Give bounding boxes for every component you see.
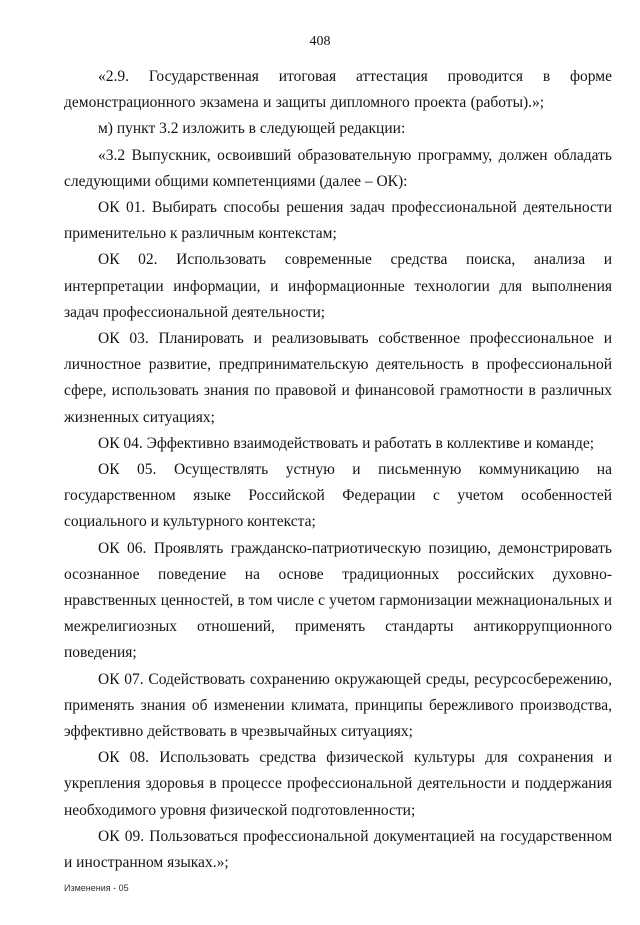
paragraph-ok-03: ОК 03. Планировать и реализовывать собственное профессиональное и личностное развитие, предпринимательскую деятельность в профессиональной сфере, использовать знания по правовой и финансовой грамотности в различных жизненных ситуациях; bbox=[64, 330, 612, 426]
document-body bbox=[64, 64, 612, 876]
footer-revision-note: Изменения - 05 bbox=[64, 883, 129, 893]
paragraph-ok-04: ОК 04. Эффективно взаимодействовать и работать в коллективе и команде; bbox=[98, 434, 595, 452]
paragraph-ok-06: ОК 06. Проявлять гражданско-патриотическую позицию, демонстрировать осознанное поведение на основе традиционных российских духовно-нравственных ценностей, в том числе с учетом гармонизации межнациональных и межрелигиозных отношений, применять стандарты антикоррупционного поведения; bbox=[64, 539, 612, 662]
paragraph-ok-05: ОК 05. Осуществлять устную и письменную коммуникацию на государственном языке Российской Федерации с учетом особенностей социального и культурного контекста; bbox=[64, 461, 612, 531]
paragraph-ok-09: ОК 09. Пользоваться профессиональной документацией на государственном и иностранном языках.»; bbox=[64, 827, 612, 872]
paragraph-ok-07: ОК 07. Содействовать сохранению окружающей среды, ресурсосбережению, применять знания об изменении климата, принципы бережливого производства, эффективно действовать в чрезвычайных ситуациях; bbox=[64, 670, 612, 741]
paragraph-ok-08: ОК 08. Использовать средства физической культуры для сохранения и укрепления здоровья в процессе профессиональной деятельности и поддержания необходимого уровня физической подготовленности; bbox=[64, 749, 612, 819]
paragraph-2-9: «2.9. Государственная итоговая аттестация проводится в форме демонстрационного экзамена и защиты дипломного проекта (работы).»; bbox=[64, 68, 612, 112]
page-number: 408 bbox=[309, 34, 331, 49]
paragraph-ok-02: ОК 02. Использовать современные средства поиска, анализа и интерпретации информации, и информационные технологии для выполнения задач профессиональной деятельности; bbox=[64, 251, 612, 321]
paragraph-item-m: м) пункт 3.2 изложить в следующей редакции: bbox=[98, 120, 406, 138]
paragraph-ok-01: ОК 01. Выбирать способы решения задач профессиональной деятельности применительно к различным контекстам; bbox=[64, 199, 612, 243]
paragraph-3-2: «3.2 Выпускник, освоивший образовательную программу, должен обладать следующими общими компетенциями (далее – ОК): bbox=[64, 146, 612, 190]
